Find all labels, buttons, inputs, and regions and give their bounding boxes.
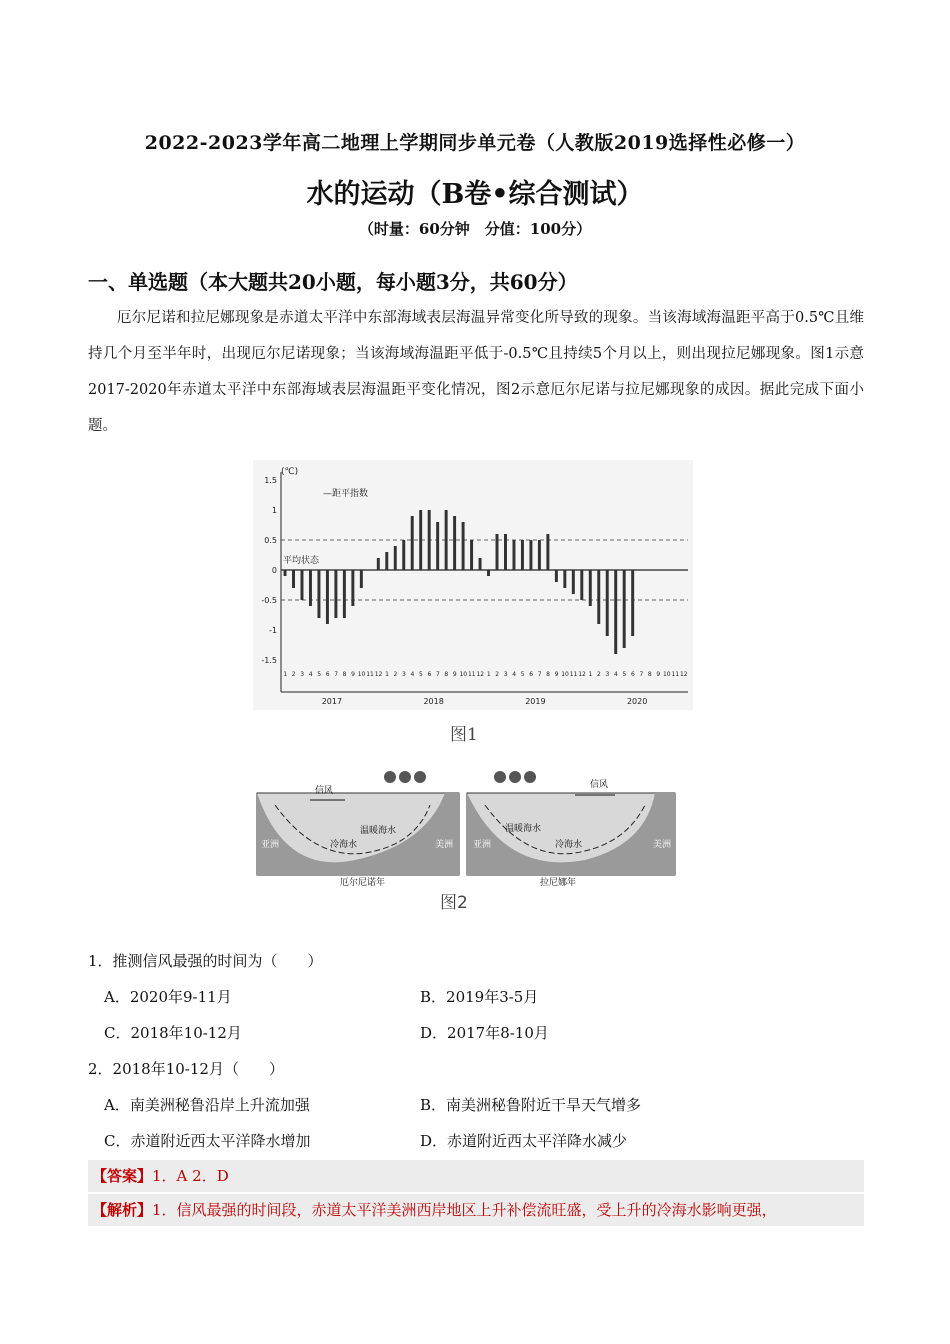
- answer-label: 【答案】: [92, 1167, 153, 1185]
- el-nino-cold: 冷海水: [330, 840, 358, 850]
- month-tick-label: 1: [283, 671, 288, 678]
- la-nina-label: 拉尼娜年: [540, 878, 577, 888]
- month-tick-label: 7: [334, 671, 339, 678]
- y-unit: (℃): [281, 467, 299, 477]
- y-tick-label: 0: [271, 566, 277, 575]
- month-tick-label: 4: [308, 671, 313, 678]
- month-tick-label: 10: [662, 671, 671, 678]
- month-tick-label: 8: [444, 671, 449, 678]
- month-tick-label: 1: [385, 671, 389, 678]
- el-nino-panel: [257, 771, 459, 888]
- bar: [411, 516, 414, 570]
- document-subtitle: （时量：60分钟 分值：100分）: [358, 220, 592, 238]
- bar: [589, 570, 592, 606]
- el-nino-america: 美洲: [435, 840, 454, 850]
- month-tick-label: 6: [529, 671, 534, 678]
- month-tick-label: 3: [300, 671, 305, 678]
- month-tick-label: 7: [537, 671, 542, 678]
- month-tick-label: 8: [647, 671, 652, 678]
- month-tick-label: 3: [402, 671, 406, 678]
- bar: [377, 558, 380, 570]
- month-tick-label: 1: [588, 671, 593, 678]
- bar: [284, 570, 287, 576]
- month-tick-label: 5: [622, 671, 627, 678]
- la-nina-asia: 亚洲: [473, 840, 492, 850]
- month-tick-label: 5: [520, 671, 525, 678]
- la-nina-warm: 温暖海水: [505, 824, 542, 834]
- document-header: 2022-2023学年高二地理上学期同步单元卷（人教版2019选择性必修一）: [144, 132, 806, 154]
- bar: [623, 570, 626, 648]
- month-tick-label: 2: [393, 671, 398, 678]
- bar: [512, 540, 515, 570]
- bar: [436, 522, 439, 570]
- y-tick-label: 1: [271, 506, 277, 515]
- question-2-option-b: B．南美洲秘鲁附近干旱天气增多: [420, 1096, 642, 1114]
- bar: [529, 540, 532, 570]
- bar: [631, 570, 634, 636]
- question-1-stem: 1．推测信风最强的时间为（ ）: [88, 952, 323, 970]
- la-nina-panel: [467, 771, 675, 888]
- baseline-label: 平均状态: [283, 556, 320, 566]
- month-tick-label: 4: [614, 671, 618, 678]
- figure-2-caption: 图2: [440, 893, 468, 913]
- answer-text: 1．A 2．D: [152, 1167, 229, 1185]
- month-tick-label: 5: [317, 671, 322, 678]
- el-nino-asia: 亚洲: [261, 840, 280, 850]
- analysis-row: [88, 1194, 864, 1226]
- bar: [479, 558, 482, 570]
- y-tick-label: -1: [269, 626, 277, 635]
- month-tick-label: 11: [671, 671, 680, 678]
- month-tick-label: 7: [639, 671, 644, 678]
- bar: [572, 570, 575, 594]
- question-2-option-a: A．南美洲秘鲁沿岸上升流加强: [104, 1096, 310, 1114]
- year-label: 2020: [626, 697, 648, 706]
- analysis-label: 【解析】: [92, 1201, 153, 1219]
- month-tick-label: 11: [467, 671, 476, 678]
- question-2-stem: 2．2018年10-12月（ ）: [88, 1060, 284, 1078]
- month-tick-label: 12: [374, 671, 383, 678]
- month-tick-label: 12: [679, 671, 688, 678]
- month-tick-label: 12: [578, 671, 586, 678]
- el-nino-wind: 信风: [315, 786, 334, 796]
- month-tick-label: 3: [503, 671, 508, 678]
- month-tick-label: 10: [357, 671, 366, 678]
- y-tick-label: -1.5: [261, 656, 277, 665]
- month-tick-label: 7: [435, 671, 440, 678]
- question-1-option-a: A．2020年9-11月: [104, 988, 232, 1006]
- question-2-option-d: D．赤道附近西太平洋降水减少: [420, 1132, 628, 1150]
- bar: [402, 540, 405, 570]
- bar: [385, 552, 388, 570]
- bar: [360, 570, 363, 588]
- year-label: 2019: [525, 697, 546, 706]
- bar: [521, 540, 524, 570]
- question-2-option-c: C．赤道附近西太平洋降水增加: [104, 1132, 311, 1150]
- bar: [597, 570, 600, 624]
- la-nina-wind: 信风: [590, 780, 609, 790]
- la-nina-america: 美洲: [653, 840, 672, 850]
- month-tick-label: 4: [410, 671, 415, 678]
- answer-row: [88, 1160, 864, 1192]
- bar: [563, 570, 566, 588]
- figure-1-caption: 图1: [450, 725, 478, 745]
- intro-paragraph: 厄尔尼诺和拉尼娜现象是赤道太平洋中东部海域表层海温异常变化所导致的现象。当该海域海温距平高于0.5℃且维持几个月至半年时，出现厄尔尼诺现象；当该海域海温距平低于-0.5℃且持续5个月以上，则出现拉尼娜现象。图1示意2017-2020年赤道太平洋中东部海域表层海温距平变化情况，图2示意厄尔尼诺与拉尼娜现象的成因。据此完成下面小题。: [88, 310, 864, 434]
- month-tick-label: 11: [366, 671, 374, 678]
- month-tick-label: 8: [342, 671, 347, 678]
- bar: [580, 570, 583, 600]
- bar: [496, 534, 499, 570]
- cloud-icon: [384, 771, 426, 783]
- section-heading: 一、单选题（本大题共20小题，每小题3分，共60分）: [88, 270, 578, 294]
- document-title: 水的运动（B卷•综合测试）: [306, 179, 644, 210]
- month-tick-label: 10: [561, 671, 569, 678]
- month-tick-label: 12: [476, 671, 485, 678]
- figure-1: [253, 460, 693, 710]
- month-tick-label: 9: [452, 671, 457, 678]
- bar: [292, 570, 295, 588]
- bar: [470, 540, 473, 570]
- month-tick-label: 11: [569, 671, 578, 678]
- bar: [419, 510, 422, 570]
- bar: [309, 570, 312, 606]
- bar: [538, 540, 541, 570]
- cloud-icon: [494, 771, 536, 783]
- bar: [487, 570, 490, 576]
- month-tick-label: 6: [630, 671, 635, 678]
- month-tick-label: 6: [427, 671, 432, 678]
- month-tick-label: 9: [656, 671, 661, 678]
- month-tick-label: 2: [597, 671, 601, 678]
- y-tick-label: 0.5: [264, 536, 277, 545]
- year-label: 2018: [423, 697, 444, 706]
- analysis-text: 1．信风最强的时间段，赤道太平洋美洲西岸地区上升补偿流旺盛，受上升的冷海水影响更强，: [152, 1201, 777, 1219]
- month-tick-label: 5: [418, 671, 423, 678]
- month-tick-label: 8: [546, 671, 551, 678]
- month-tick-label: 9: [554, 671, 559, 678]
- bar: [504, 534, 507, 570]
- el-nino-label: 厄尔尼诺年: [340, 878, 386, 888]
- year-label: 2017: [321, 697, 343, 706]
- el-nino-warm: 温暖海水: [360, 826, 397, 836]
- bar: [462, 522, 465, 570]
- bar: [326, 570, 329, 624]
- chart-legend: —距平指数: [323, 489, 369, 499]
- bar: [317, 570, 320, 618]
- month-tick-label: 2: [495, 671, 500, 678]
- sst-anomaly-chart: [253, 460, 693, 710]
- month-tick-label: 2: [291, 671, 296, 678]
- month-tick-label: 6: [325, 671, 330, 678]
- month-tick-label: 10: [459, 671, 468, 678]
- bar: [334, 570, 337, 618]
- bar: [445, 510, 448, 570]
- bar: [351, 570, 354, 606]
- y-tick-label: -0.5: [261, 596, 277, 605]
- bar: [546, 534, 549, 570]
- bar: [453, 516, 456, 570]
- la-nina-cold: 冷海水: [555, 840, 583, 850]
- bar: [606, 570, 609, 636]
- month-tick-label: 4: [512, 671, 517, 678]
- question-1-option-d: D．2017年8-10月: [420, 1024, 549, 1042]
- month-tick-label: 1: [486, 671, 491, 678]
- month-tick-label: 3: [605, 671, 610, 678]
- question-1-option-c: C．2018年10-12月: [104, 1024, 242, 1042]
- bar: [614, 570, 617, 654]
- bar: [343, 570, 346, 618]
- bar: [394, 546, 397, 570]
- y-tick-label: 1.5: [264, 476, 277, 485]
- bar: [428, 510, 431, 570]
- bar: [555, 570, 558, 582]
- figure-2: [255, 765, 677, 890]
- month-tick-label: 9: [351, 671, 355, 678]
- bar: [301, 570, 304, 600]
- question-1-option-b: B．2019年3-5月: [420, 988, 539, 1006]
